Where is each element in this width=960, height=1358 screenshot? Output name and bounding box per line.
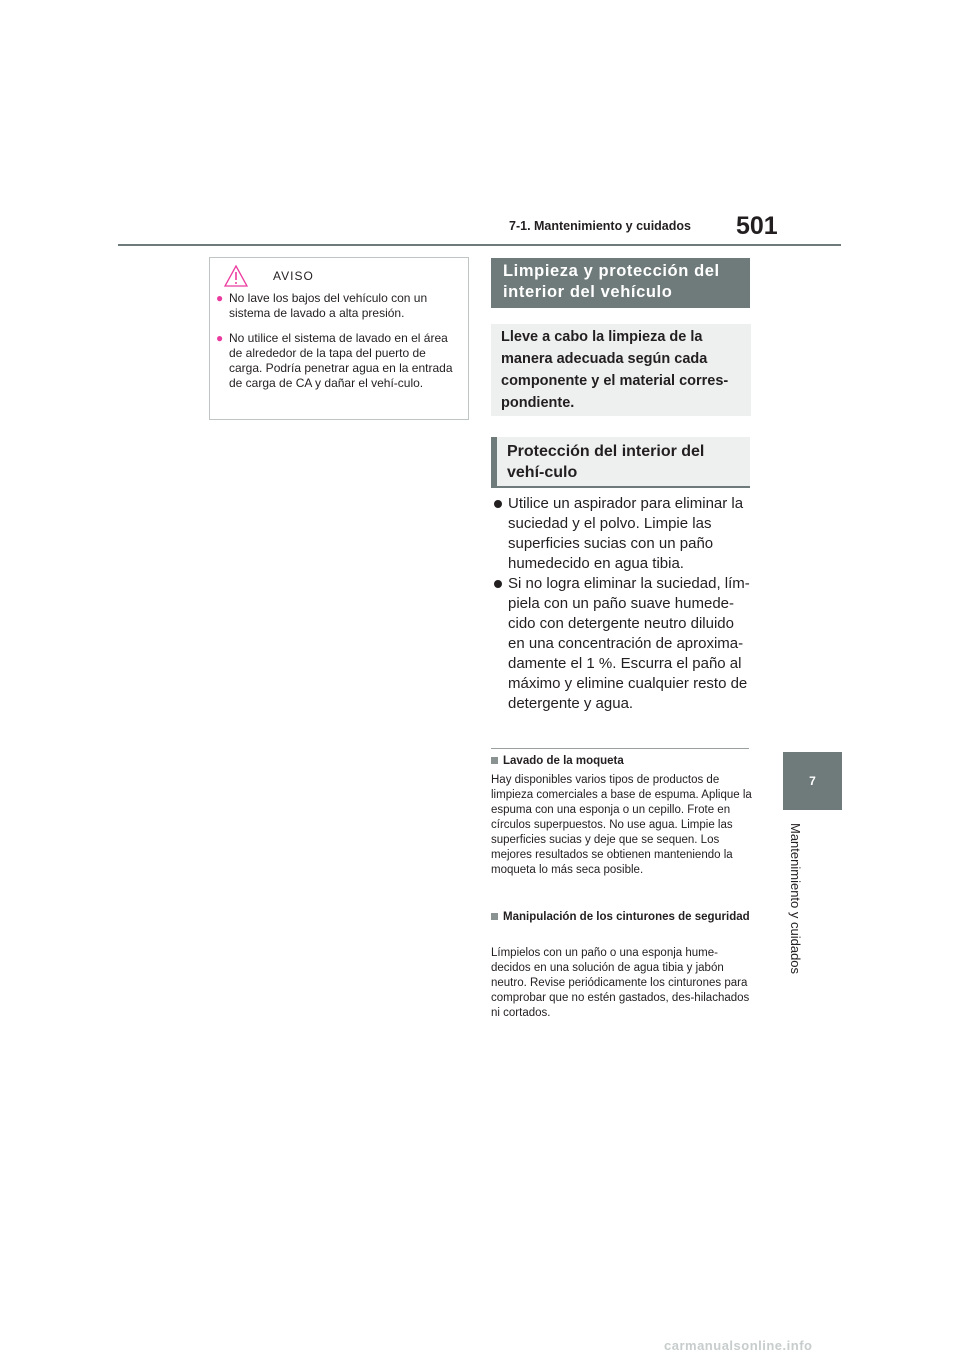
warning-item-text: No lave los bajos del vehículo con un sistema de lavado a alta presión. [229, 291, 428, 320]
warning-item-text: No utilice el sistema de lavado en el área de alrededor de la tapa del puerto de carga. Podría penetrar agua en la entrada de carga de CA y dañar el vehí-culo. [229, 331, 453, 390]
chapter-number: 7 [809, 774, 816, 788]
list-item-text: Si no logra eliminar la suciedad, lím-piela con un paño suave humede-cido con detergente neutro diluido en una concentración de aproxima-damente el 1 %. Escurra el paño al máximo y elimine cualquier resto de detergente y agua. [508, 575, 750, 712]
watermark: carmanualsonline.info [664, 1338, 813, 1353]
bullet-icon [493, 494, 508, 574]
notes-divider [491, 748, 749, 749]
section-title: Limpieza y protección del interior del vehículo [491, 258, 750, 308]
header-rule [118, 244, 841, 246]
subsection-title: Protección del interior del vehí-culo [491, 437, 750, 488]
warning-triangle-icon [224, 265, 248, 287]
section-intro: Lleve a cabo la limpieza de la manera adecuada según cada componente y el material corres-pondiente. [491, 324, 751, 416]
note-text: Límpielos con un paño o una esponja hume-decidos en una solución de agua tibia y jabón neutro. Revise periódicamente los cinturones para comprobar que no estén gastados, des-hilachados ni cortados. [491, 947, 750, 1019]
bullet-icon: ● [216, 331, 224, 345]
note-title [491, 754, 751, 769]
header-section-title: 7-1. Mantenimiento y cuidados [509, 219, 691, 233]
note-title [491, 910, 751, 925]
list-item-text: Utilice un aspirador para eliminar la suciedad y el polvo. Limpie las superficies sucias con un paño humedecido en agua tibia. [508, 495, 744, 572]
chapter-label: Mantenimiento y cuidados [788, 823, 803, 975]
warning-title: AVISO [273, 269, 314, 283]
square-bullet-icon [491, 757, 498, 764]
chapter-tab[interactable] [783, 752, 842, 810]
warning-header [224, 264, 314, 288]
page-number: 501 [736, 212, 778, 240]
list-item [493, 574, 751, 714]
note-text: Hay disponibles varios tipos de productos de limpieza comerciales a base de espuma. Aplique la espuma con una esponja o un cepillo. Frote en círculos superpuestos. No use agua. Limpie las superficies sucias y deje que se sequen. Los mejores resultados se obtienen manteniendo la moqueta lo más seca posible. [491, 774, 752, 876]
warning-box [209, 257, 469, 420]
square-bullet-icon [491, 913, 498, 920]
bullet-icon [493, 574, 508, 714]
note-title-text: Manipulación de los cinturones de seguridad [503, 911, 750, 923]
list-item [493, 494, 751, 574]
note-title-text: Lavado de la moqueta [503, 755, 624, 767]
warning-item [216, 291, 462, 321]
warning-item [216, 331, 462, 391]
bullet-icon: ● [216, 291, 224, 305]
